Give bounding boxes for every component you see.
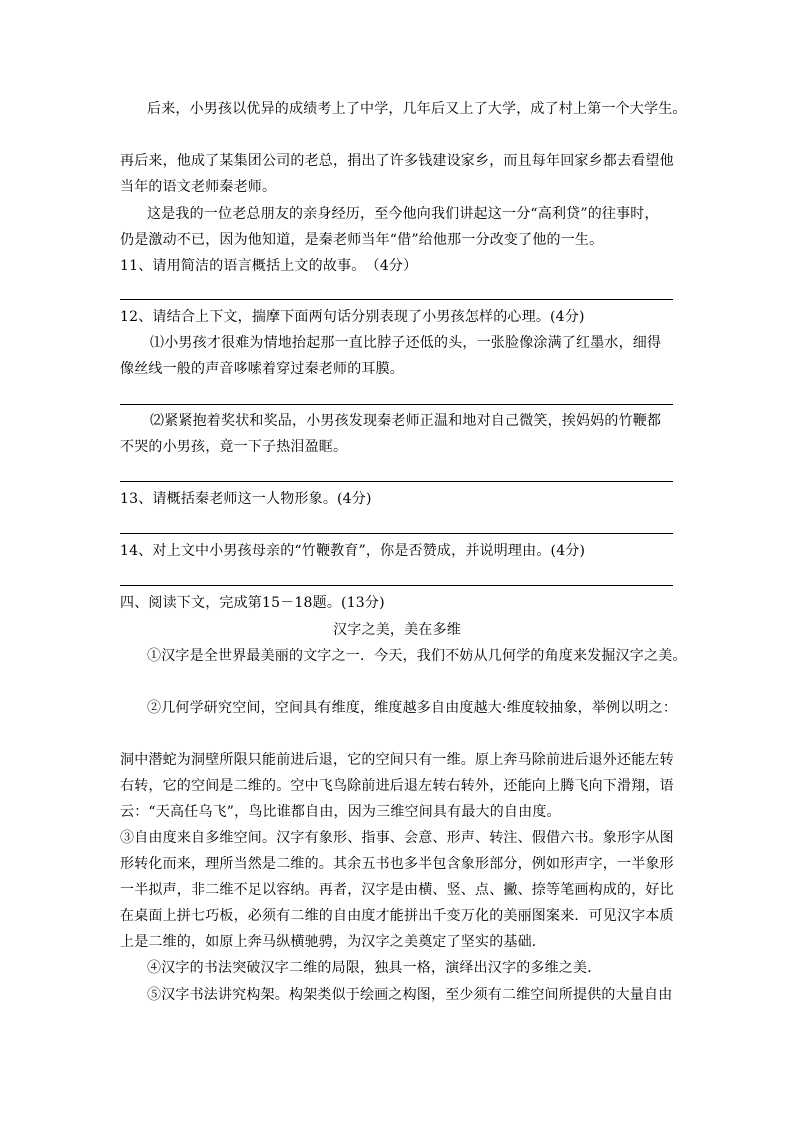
answer-line-q11[interactable] [120,299,673,300]
article-paragraph-4: ④汉字的书法突破汉字二维的局限，独具一格，演绎出汉字的多维之美． [147,960,602,976]
question-12-2-line-1: ⑵紧紧抱着奖状和奖品，小男孩发现秦老师正温和地对自己微笑，挨妈妈的竹鞭都 [150,413,662,429]
question-14: 14、对上文中小男孩母亲的“竹鞭教育”，你是否赞成，并说明理由。(4分) [120,543,586,559]
article-paragraph-2-line-1: 洞中潜蛇为洞壁所限只能前进后退，它的空间只有一维。原上奔马除前进后退外还能左转 [120,752,674,768]
article-paragraph-3-line-5: 上是二维的，如原上奔马纵横驰骋，为汉字之美奠定了坚实的基础． [120,934,546,950]
answer-line-q12-2[interactable] [120,481,673,482]
article-paragraph-2-line-2: 右转，它的空间是二维的。空中飞鸟除前进后退左转右转外，还能向上腾飞向下滑翔，语 [120,778,674,794]
story-paragraph-1: 后来，小男孩以优异的成绩考上了中学，几年后又上了大学，成了村上第一个大学生。 [147,101,687,117]
article-paragraph-3-line-4: 在桌面上拼七巧板，必须有二维的自由度才能拼出千变万化的美丽图案来．可见汉字本质 [120,908,674,924]
story-paragraph-3-line-2: 仍是激动不已，因为他知道，是秦老师当年“借”给他那一分改变了他的一生。 [120,232,604,248]
question-11: 11、请用简洁的语言概括上文的故事。 （4分） [120,258,418,274]
question-13: 13、请概括秦老师这一人物形象。(4分) [120,491,372,507]
question-12: 12、请结合上下文，揣摩下面两句话分别表现了小男孩怎样的心理。(4分) [120,309,585,325]
article-paragraph-1: ①汉字是全世界最美丽的文字之一．今天，我们不妨从几何学的角度来发掘汉字之美。 [147,648,687,664]
story-paragraph-2-line-1: 再后来，他成了某集团公司的老总，捐出了许多钱建设家乡，而且每年回家乡都去看望他 [120,153,674,169]
answer-line-q14[interactable] [120,585,673,586]
story-paragraph-3-line-1: 这是我的一位老总朋友的亲身经历，至今他向我们讲起这一分“高利贷”的往事时， [147,206,659,222]
answer-line-q13[interactable] [120,533,673,534]
question-12-2-line-2: 不哭的小男孩，竟一下子热泪盈眶。 [120,439,348,455]
section-4-heading: 四、阅读下文，完成第15－18题。(13分) [120,595,385,611]
question-12-1-line-1: ⑴小男孩才很难为情地抬起那一直比脖子还低的头，一张脸像涂满了红墨水，细得 [150,335,662,351]
article-paragraph-3-line-2: 形转化而来，理所当然是二维的。其余五书也多半包含象形部分，例如形声字，一半象形 [120,856,674,872]
article-paragraph-3-line-1: ③自由度来自多维空间。汉字有象形、指事、会意、形声、转注、假借六书。象形字从图 [120,830,674,846]
article-paragraph-3-line-3: 一半拟声，非二维不足以容纳。再者，汉字是由横、竖、点、撇、捺等笔画构成的，好比 [120,882,674,898]
question-12-1-line-2: 像丝线一般的声音哆嗦着穿过秦老师的耳膜。 [120,361,404,377]
answer-line-q12-1[interactable] [120,404,673,405]
story-paragraph-2-line-2: 当年的语文老师秦老师。 [120,179,277,195]
article-paragraph-2: ②几何学研究空间，空间具有维度，维度越多自由度越大·维度较抽象，举例以明之： [147,700,678,716]
article-paragraph-2-line-3: 云：“天高任乌飞”，鸟比谁都自由，因为三维空间具有最大的自由度。 [120,804,561,820]
article-title: 汉字之美，美在多维 [333,622,461,638]
article-paragraph-5: ⑤汉字书法讲究构架。构架类似于绘画之构图，至少须有二维空间所提供的大量自由 [147,987,673,1003]
